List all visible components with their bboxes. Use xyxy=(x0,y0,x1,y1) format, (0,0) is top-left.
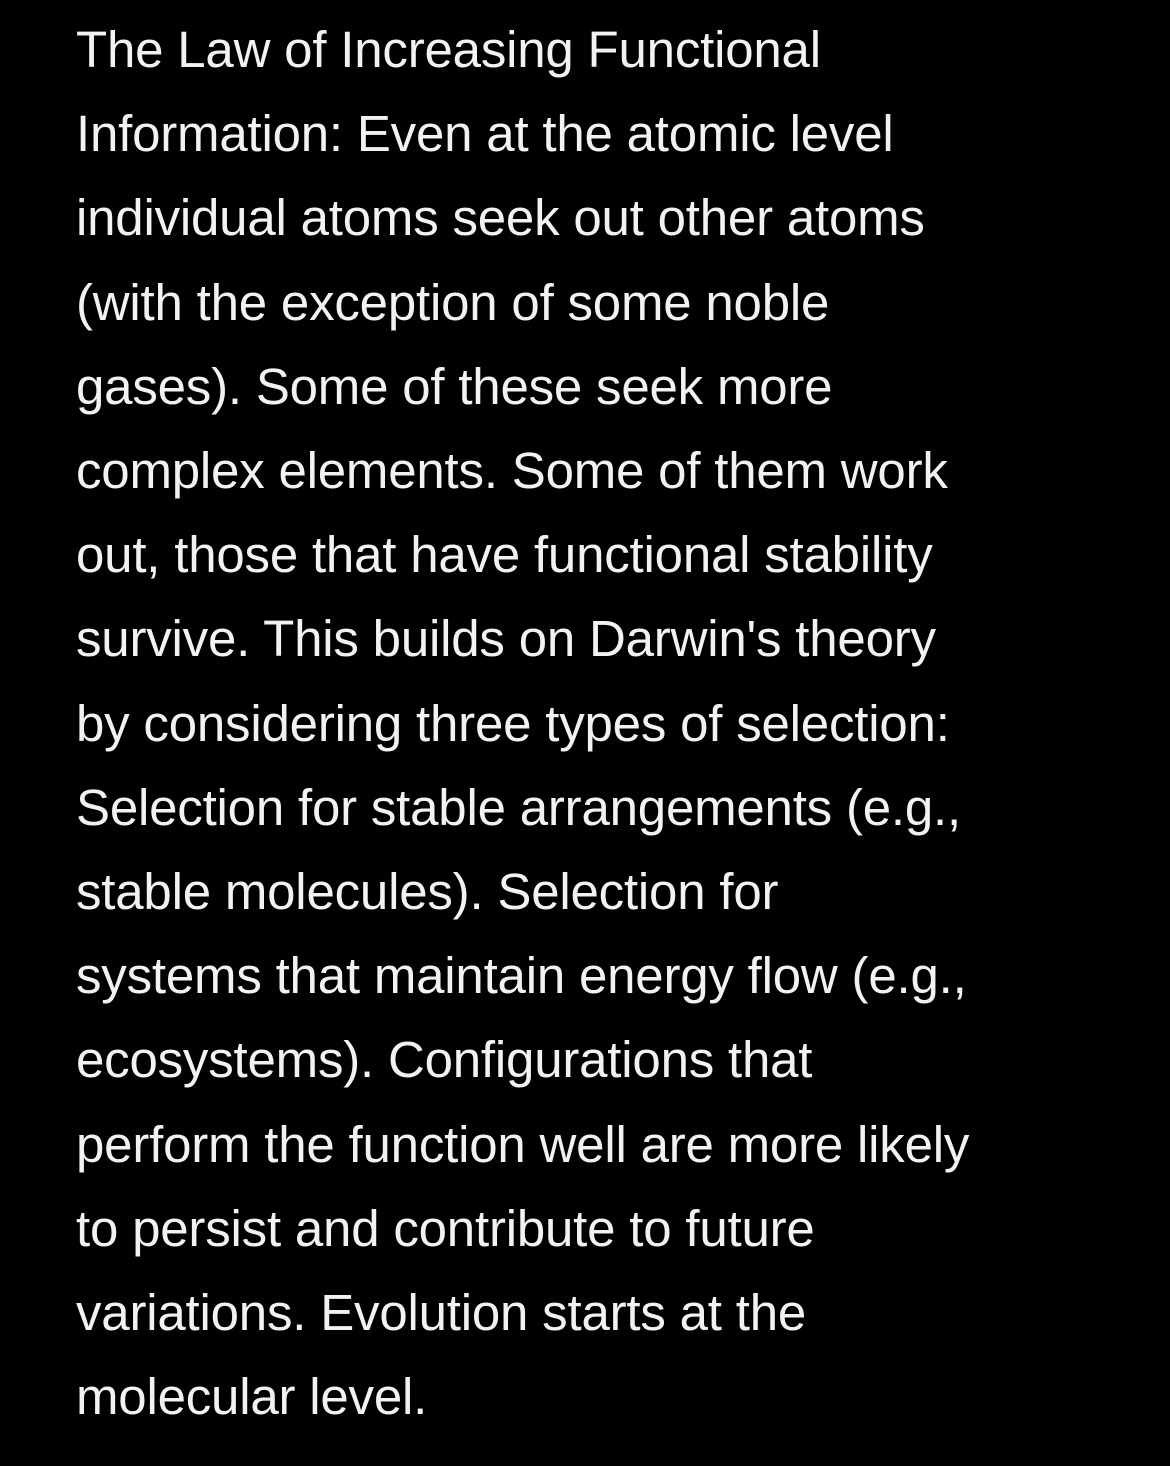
text-line: Information: Even at the atomic level xyxy=(76,105,894,163)
text-line: Selection for stable arrangements (e.g., xyxy=(76,778,961,836)
text-line: perform the function well are more likely xyxy=(76,1115,970,1173)
text-line: individual atoms seek out other atoms xyxy=(76,189,925,247)
text-line: complex elements. Some of them work xyxy=(76,442,948,500)
text-line: gases). Some of these seek more xyxy=(76,357,833,415)
text-line: survive. This builds on Darwin's theory xyxy=(76,610,936,668)
text-line: to persist and contribute to future xyxy=(76,1199,815,1257)
text-line: ecosystems). Configurations that xyxy=(76,1031,813,1089)
text-line: by considering three types of selection: xyxy=(76,694,950,752)
text-line: systems that maintain energy flow (e.g., xyxy=(76,947,967,1005)
text-line: The Law of Increasing Functional xyxy=(76,21,821,78)
text-line: out, those that have functional stability xyxy=(76,526,933,584)
text-line: variations. Evolution starts at the xyxy=(76,1284,807,1342)
text-line: stable molecules). Selection for xyxy=(76,863,779,921)
text-line: molecular level. xyxy=(76,1368,428,1426)
note-text-body xyxy=(76,8,1116,1439)
text-line: (with the exception of some noble xyxy=(76,273,830,331)
